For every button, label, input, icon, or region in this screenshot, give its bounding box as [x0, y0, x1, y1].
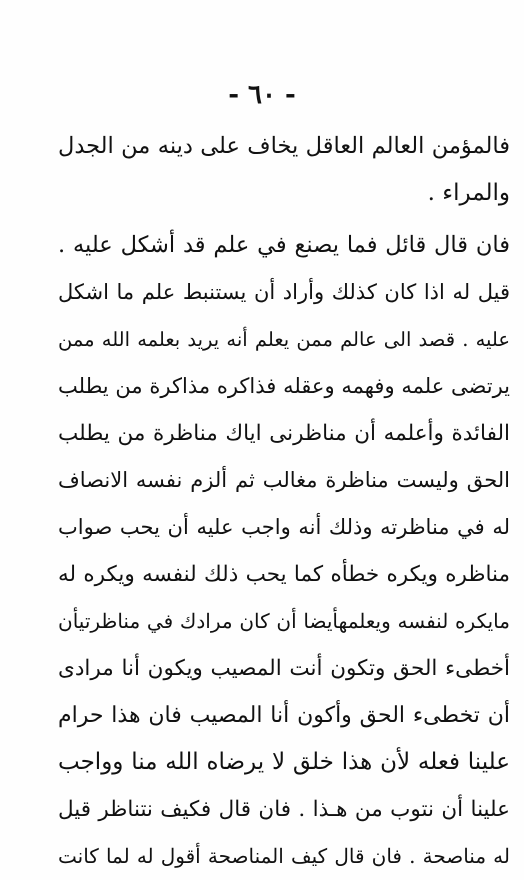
text-line: مناظره ويكره خطأه كما يحب ذلك لنفسه ويكره له: [58, 562, 510, 587]
text-line: فالمؤمن العالم العاقل يخاف على دينه من الجدل: [58, 133, 510, 159]
paragraph-1: [58, 123, 510, 217]
paragraph-2: [58, 222, 510, 880]
page-number: - ٦٠ -: [228, 80, 296, 110]
text-line: الحق وليست مناظرة مغالب ثم ألزم نفسه الانصاف: [58, 468, 510, 492]
text-line: يرتضى علمه وفهمه وعقله فذاكره مذاكرة من يطلب: [58, 374, 510, 398]
text-line: قيل له اذا كان كذلك وأراد أن يستنبط علم ما اشكل: [58, 280, 510, 304]
text-line: مايكره لنفسه ويعلمهأيضا أن كان مرادك في مناظرتيأن: [58, 609, 510, 633]
text-line: الفائدة وأعلمه أن مناظرنى اياك مناظرة من يطلب: [58, 421, 510, 446]
text-line: عليه . قصد الى عالم ممن يعلم أنه يريد بعلمه الله ممن: [58, 328, 510, 351]
text-line: علينا أن نتوب من هـذا . فان قال فكيف نتناظر قيل: [58, 797, 510, 822]
text-line: له مناصحة . فان قال كيف المناصحة أقول له لما كانت: [58, 844, 510, 868]
text-line: أن تخطىء الحق وأكون أنا المصيب فان هذا حرام: [58, 703, 510, 728]
text-line: والمراء .: [427, 180, 510, 206]
text-line: فان قال قائل فما يصنع في علم قد أشكل عليه .: [58, 232, 510, 258]
text-line: أخطىء الحق وتكون أنت المصيب ويكون أنا مرادى: [58, 656, 510, 681]
text-line: له في مناظرته وذلك أنه واجب عليه أن يحب صواب: [58, 515, 510, 539]
text-line: علينا فعله لأن هذا خلق لا يرضاه الله منا وواجب: [58, 749, 510, 775]
